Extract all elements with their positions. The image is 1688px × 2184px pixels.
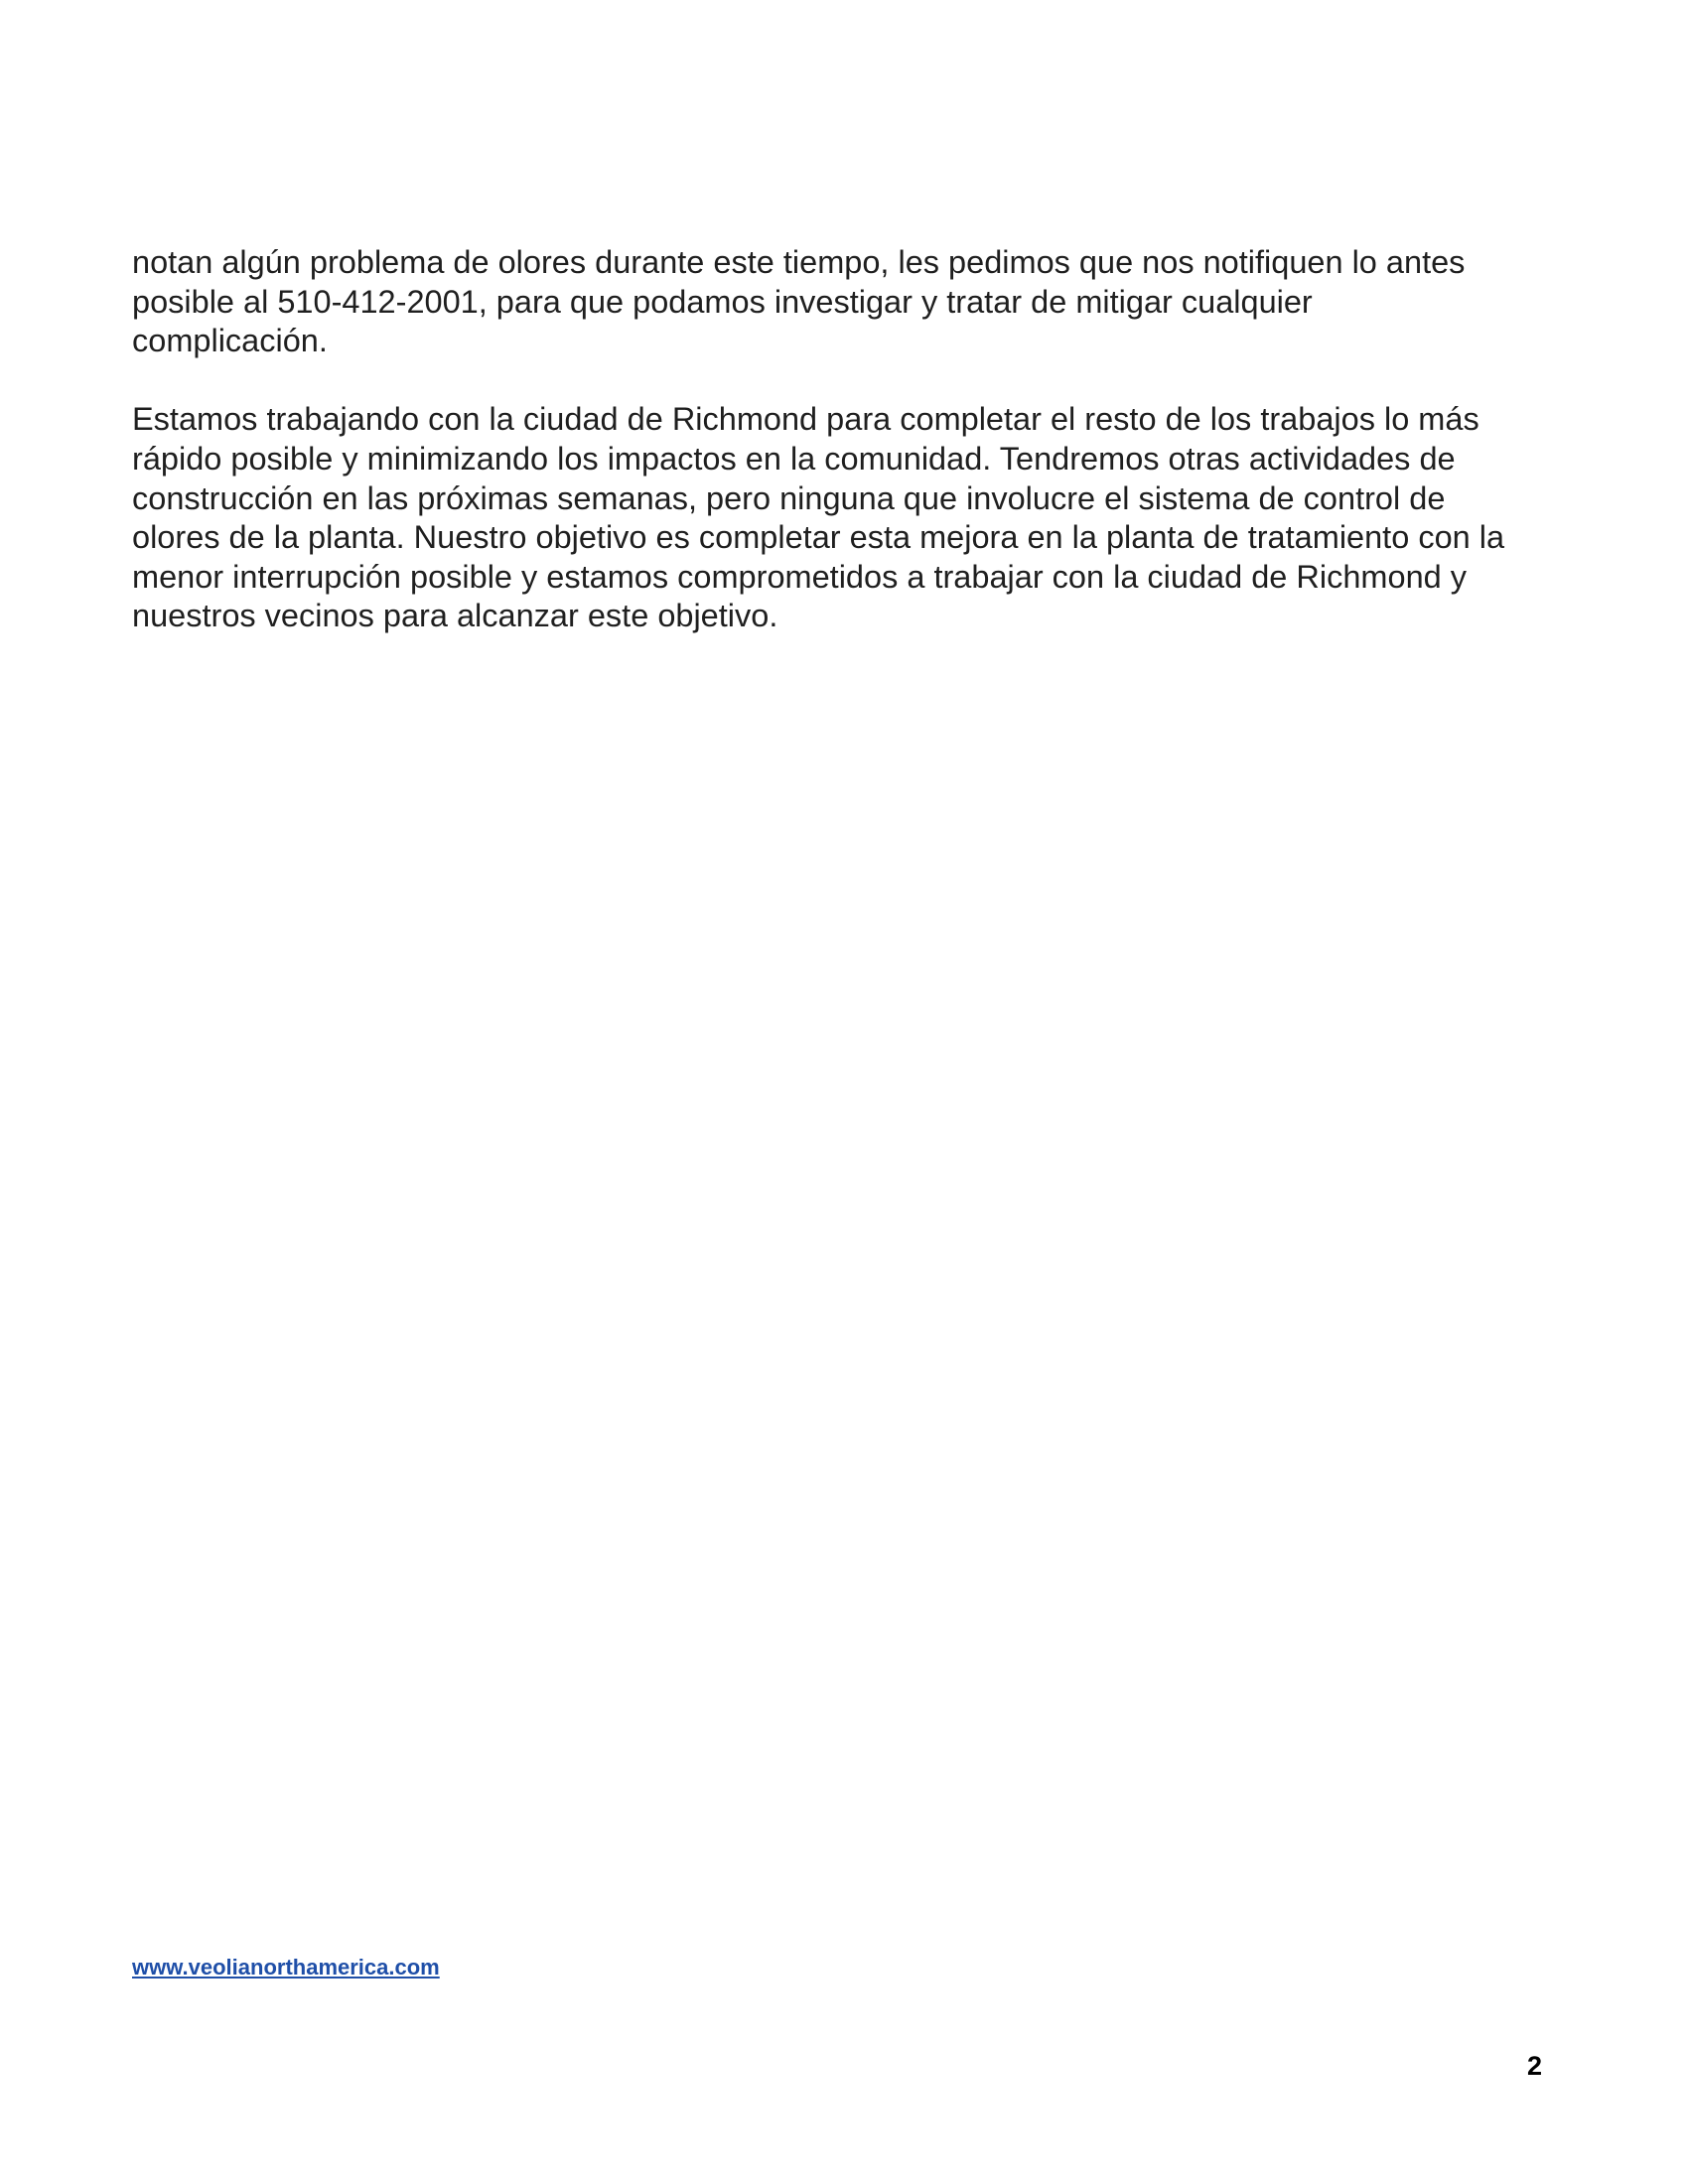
website-link[interactable]: www.veolianorthamerica.com xyxy=(132,1955,440,1979)
paragraph-richmond-work xyxy=(132,400,1562,636)
page-number: 2 xyxy=(1527,2051,1543,2081)
text-line: notan algún problema de olores durante este tiempo, les pedimos que nos notifiquen lo antes xyxy=(132,244,1466,280)
text-line: posible al 510-412-2001, para que podamos investigar y tratar de mitigar cualquier xyxy=(132,283,1313,320)
text-line: complicación. xyxy=(132,323,328,359)
text-line: construcción en las próximas semanas, pero ninguna que involucre el sistema de control de xyxy=(132,479,1446,516)
text-line: rápido posible y minimizando los impactos en la comunidad. Tendremos otras actividades de xyxy=(132,440,1456,477)
paragraph-odor-notice xyxy=(132,243,1562,361)
text-line: Estamos trabajando con la ciudad de Richmond para completar el resto de los trabajos lo más xyxy=(132,401,1479,438)
text-line: nuestros vecinos para alcanzar este objetivo. xyxy=(132,598,778,634)
body-text xyxy=(132,243,1562,676)
text-line: menor interrupción posible y estamos comprometidos a trabajar con la ciudad de Richmond y xyxy=(132,558,1468,595)
text-line: olores de la planta. Nuestro objetivo es completar esta mejora en la planta de tratamiento con la xyxy=(132,519,1505,556)
